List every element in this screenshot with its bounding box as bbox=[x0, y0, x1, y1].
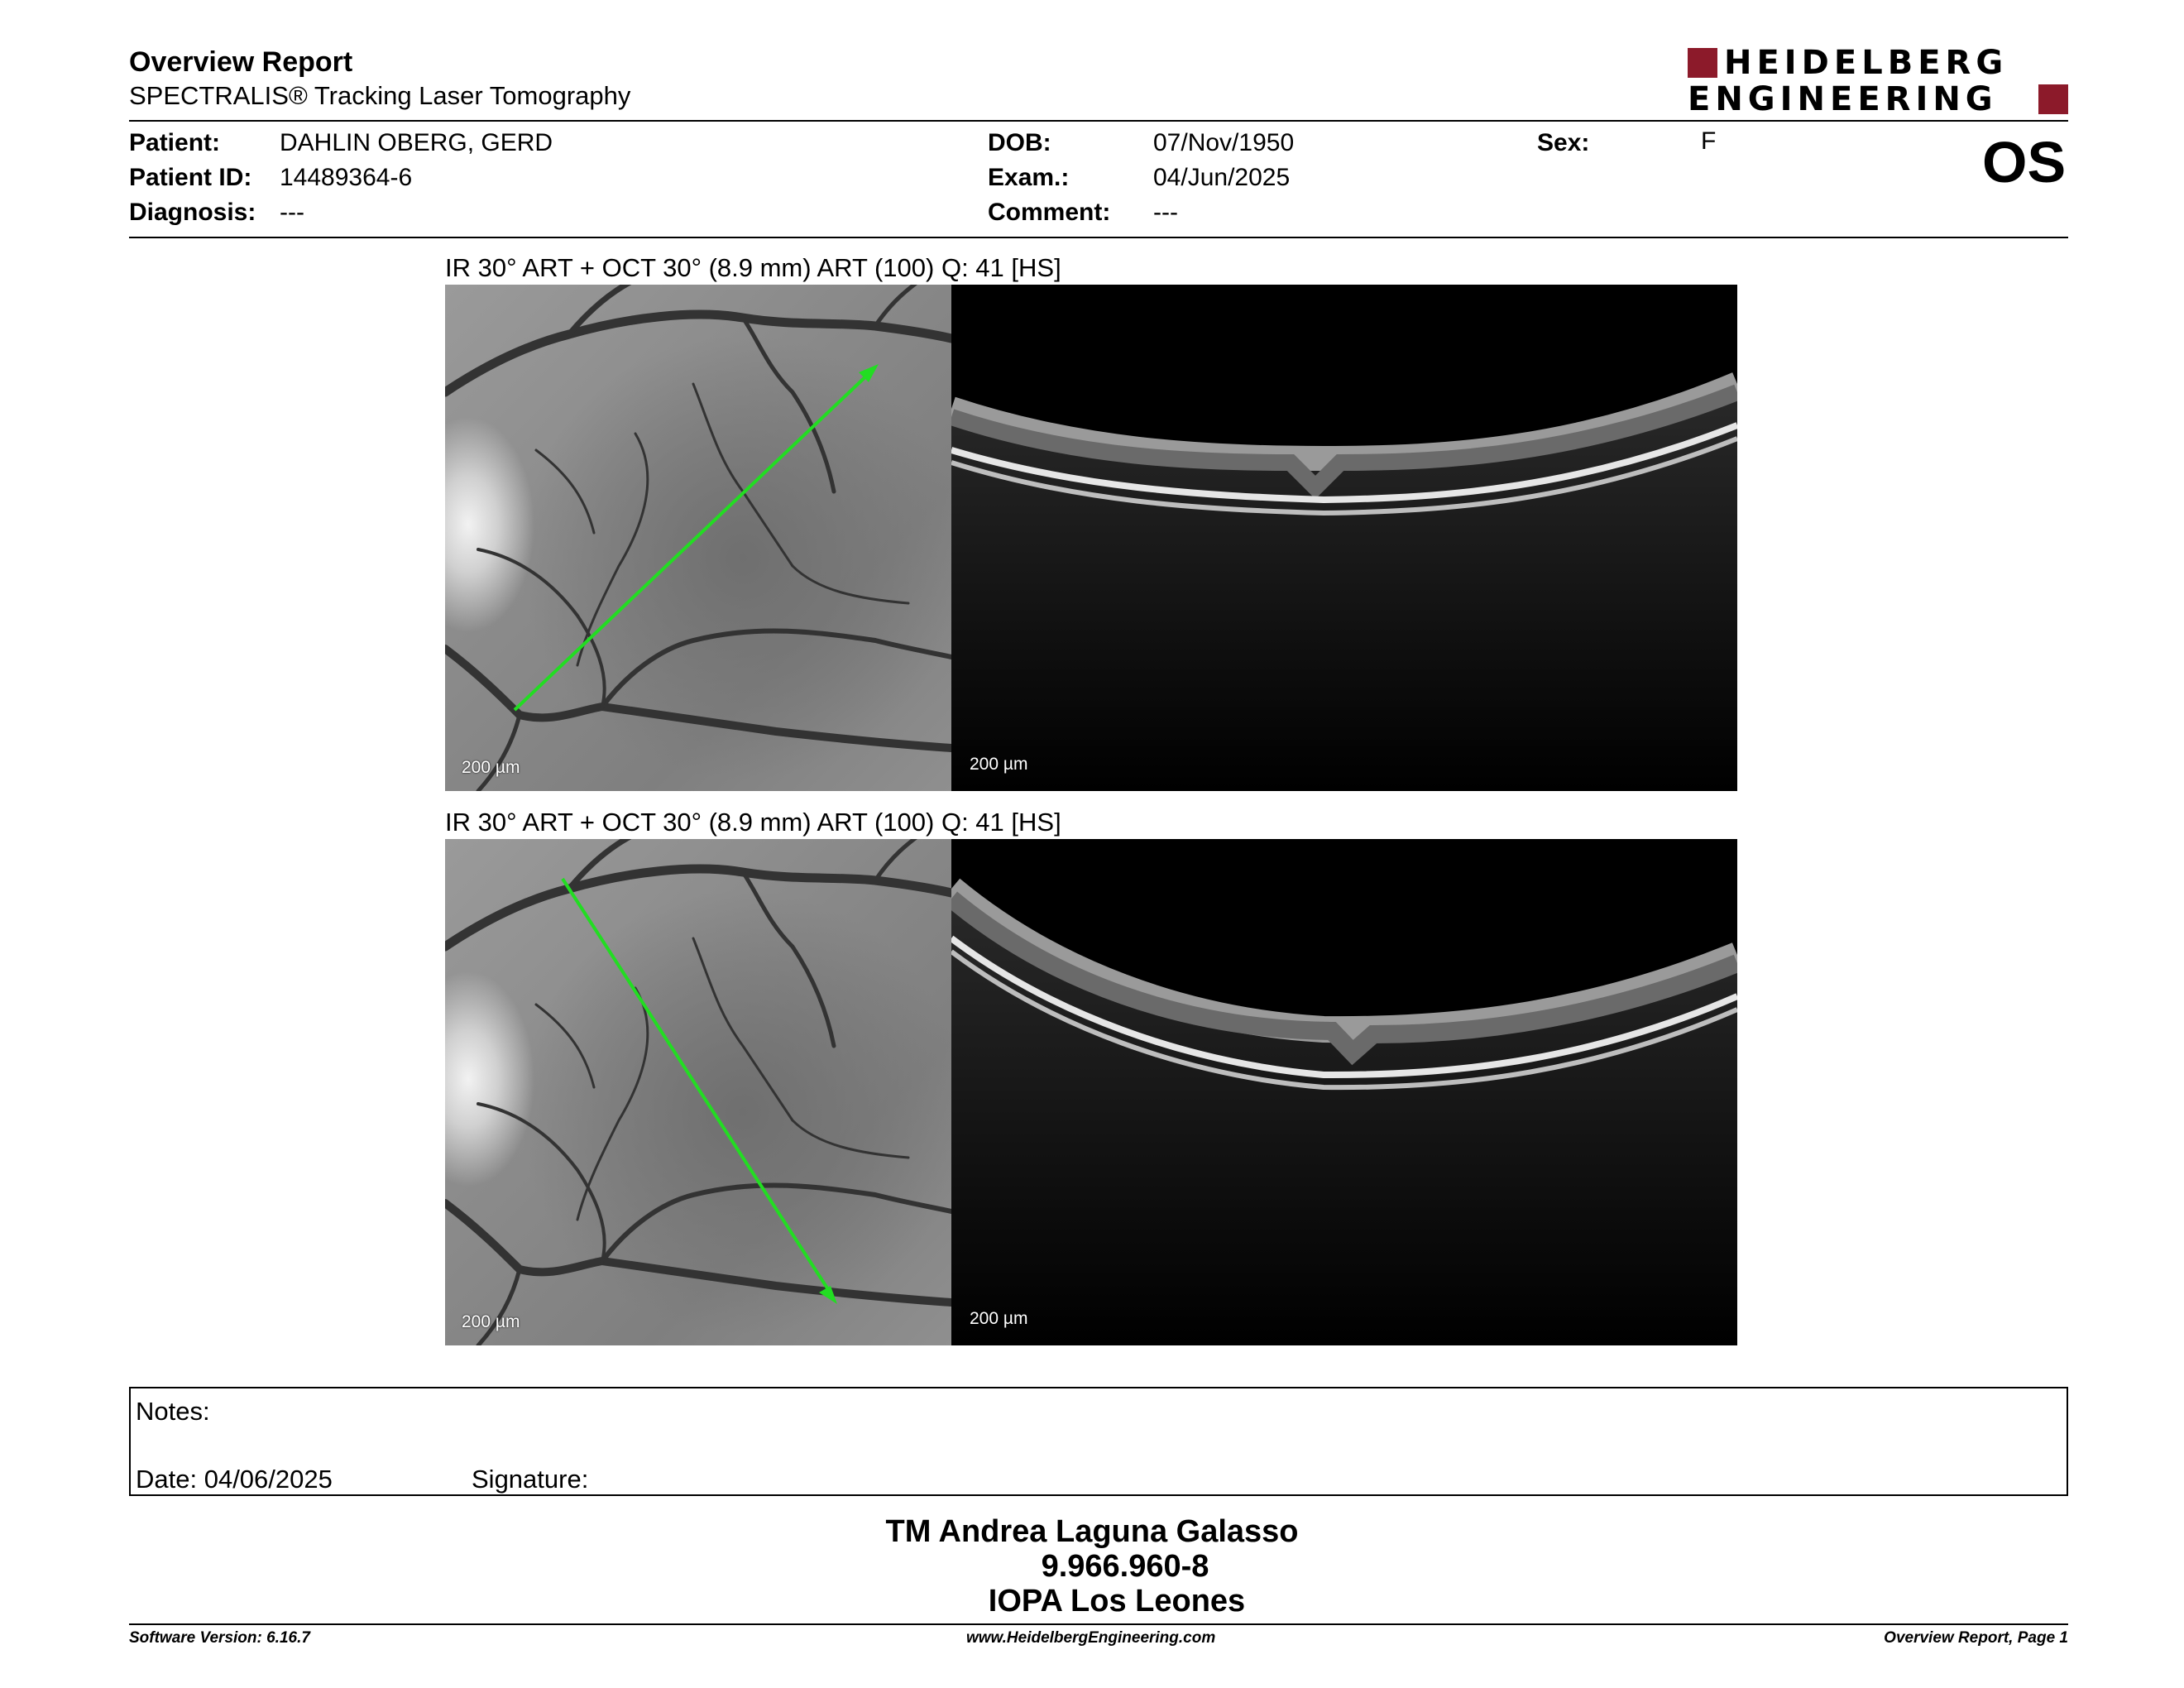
notes-label: Notes: bbox=[136, 1397, 210, 1426]
header-rule bbox=[129, 120, 2068, 122]
fundus-vessels-2 bbox=[445, 839, 951, 1345]
fundus-vessels-1 bbox=[445, 285, 951, 791]
heidelberg-logo bbox=[1688, 46, 2068, 116]
bscan-1-scale-bar: 200 µm bbox=[970, 755, 1028, 774]
scan-2-fundus-image[interactable] bbox=[445, 839, 951, 1345]
dob-label: DOB: bbox=[988, 129, 1051, 156]
logo-square-icon bbox=[1688, 48, 1717, 78]
logo-line-2: ENGINEERING bbox=[1688, 80, 1998, 118]
website-link[interactable]: www.HeidelbergEngineering.com bbox=[966, 1629, 1216, 1647]
scan-2-bscan-image[interactable] bbox=[951, 839, 1737, 1345]
stamp-id: 9.966.960-8 bbox=[1041, 1549, 1209, 1584]
fundus-1-scale-bar: 200 µm bbox=[462, 758, 520, 777]
info-rule bbox=[129, 237, 2068, 238]
bscan-layers-1 bbox=[951, 285, 1737, 791]
scan-line-1 bbox=[515, 371, 872, 710]
dob-value: 07/Nov/1950 bbox=[1153, 129, 1295, 156]
fundus-2-scale-bar: 200 µm bbox=[462, 1312, 520, 1331]
exam-value: 04/Jun/2025 bbox=[1153, 164, 1291, 191]
scan-1-caption: IR 30° ART + OCT 30° (8.9 mm) ART (100) Q: 41 [HS] bbox=[445, 253, 1061, 282]
eye-indicator: OS bbox=[1982, 130, 2067, 194]
footer-rule bbox=[129, 1623, 2068, 1625]
signature-label: Signature: bbox=[472, 1465, 589, 1494]
logo-line-1: HEIDELBERG bbox=[1724, 44, 2009, 82]
stamp-name: TM Andrea Laguna Galasso bbox=[885, 1514, 1299, 1549]
patient-name: DAHLIN OBERG, GERD bbox=[280, 129, 553, 156]
diagnosis-value: --- bbox=[280, 199, 304, 226]
patient-id-label: Patient ID: bbox=[129, 164, 252, 191]
page-number: Overview Report, Page 1 bbox=[1884, 1629, 2068, 1647]
scan-2-caption: IR 30° ART + OCT 30° (8.9 mm) ART (100) Q: 41 [HS] bbox=[445, 808, 1061, 837]
report-title: Overview Report bbox=[129, 46, 353, 78]
exam-label: Exam.: bbox=[988, 164, 1070, 191]
date-label: Date: 04/06/2025 bbox=[136, 1465, 333, 1494]
comment-label: Comment: bbox=[988, 199, 1111, 226]
comment-value: --- bbox=[1153, 199, 1178, 226]
report-subtitle: SPECTRALIS® Tracking Laser Tomography bbox=[129, 81, 631, 110]
diagnosis-label: Diagnosis: bbox=[129, 199, 256, 226]
stamp-institution: IOPA Los Leones bbox=[988, 1584, 1246, 1618]
patient-id: 14489364-6 bbox=[280, 164, 413, 191]
notes-box[interactable] bbox=[129, 1387, 2068, 1496]
scan-1-fundus-image[interactable] bbox=[445, 285, 951, 791]
bscan-layers-2 bbox=[951, 839, 1737, 1345]
software-version: Software Version: 6.16.7 bbox=[129, 1629, 310, 1647]
patient-label: Patient: bbox=[129, 129, 221, 156]
bscan-2-scale-bar: 200 µm bbox=[970, 1309, 1028, 1328]
sex-label: Sex: bbox=[1537, 129, 1590, 156]
sex-value: F bbox=[1701, 127, 1717, 155]
scan-1-bscan-image[interactable] bbox=[951, 285, 1737, 791]
logo-square-icon bbox=[2038, 84, 2068, 114]
